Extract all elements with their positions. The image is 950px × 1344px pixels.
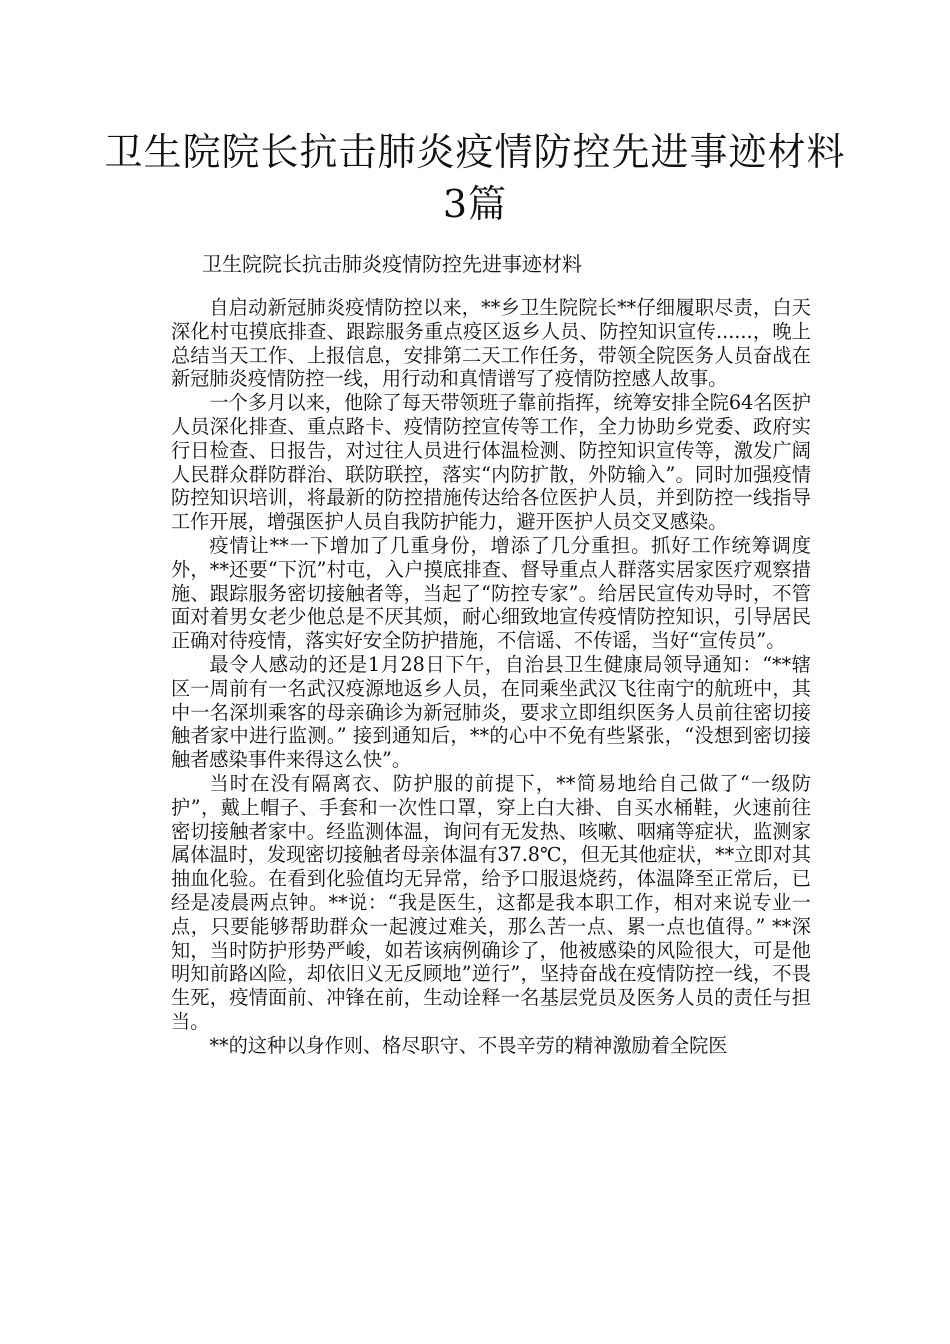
document-body xyxy=(171,296,811,1058)
paragraph-5: 当时在没有隔离衣、防护服的前提下，**简易地给自己做了“一级防护”，戴上帽子、手套和一次性口罩，穿上白大褂、自买水桶鞋，火速前往密切接触者家中。经监测体温，询问有无发热、咳嗽、咽痛等症状，监测家属体温时，发现密切接触者母亲体温有37.8℃，但无其他症状，**立即对其抽血化验。在看到化验值均无异常，给予口服退烧药，体温降至正常后，已经是凌晨两点钟。**说：“我是医生，这都是我本职工作，相对来说专业一点，只要能够帮助群众一起渡过难关，那么苦一点、累一点也值得。” **深知，当时防护形势严峻，如若该病例确诊了，他被感染的风险很大，可是他明知前路凶险，却依旧义无反顾地”逆行”，坚持奋战在疫情防控一线，不畏生死，疫情面前、冲锋在前，生动诠释一名基层党员及医务人员的责任与担当。 xyxy=(171,771,811,1033)
paragraph-1: 自启动新冠肺炎疫情防控以来，**乡卫生院院长**仔细履职尽责，白天深化村屯摸底排查、跟踪服务重点疫区返乡人员、防控知识宣传......，晚上总结当天工作、上报信息，安排第二天工作任务，带领全院医务人员奋战在新冠肺炎疫情防控一线，用行动和真情谱写了疫情防控感人故事。 xyxy=(171,296,811,391)
paragraph-3: 疫情让**一下增加了几重身份，增添了几分重担。抓好工作统筹调度外，**还要“下沉”村屯，入户摸底排查、督导重点人群落实居家医疗观察措施、跟踪服务密切接触者等，当起了“防控专家”。给居民宣传劝导时，不管面对着男女老少他总是不厌其烦，耐心细致地宣传疫情防控知识，引导居民正确对待疫情，落实好安全防护措施，不信谣、不传谣，当好“宣传员”。 xyxy=(171,533,811,653)
paragraph-4: 最令人感动的还是1月28日下午，自治县卫生健康局领导通知：“**辖区一周前有一名武汉疫源地返乡人员，在同乘坐武汉飞往南宁的航班中，其中一名深圳乘客的母亲确诊为新冠肺炎，要求立即组织医务人员前往密切接触者家中进行监测。” 接到通知后，**的心中不免有些紧张，“没想到密切接触者感染事件来得这么快”。 xyxy=(171,652,811,772)
document-subtitle: 卫生院院长抗击肺炎疫情防控先进事迹材料 xyxy=(202,252,582,276)
paragraph-2: 一个多月以来，他除了每天带领班子靠前指挥，统筹安排全院64名医护人员深化排查、重点路卡、疫情防控宣传等工作，全力协助乡党委、政府实行日检查、日报告，对过往人员进行体温检测、防控知识宣传等，激发广阔人民群众群防群治、联防联控，落实“内防扩散，外防输入”。同时加强疫情防控知识培训，将最新的防控措施传达给各位医护人员，并到防控一线指导工作开展，增强医护人员自我防护能力，避开医护人员交叉感染。 xyxy=(171,391,811,534)
paragraph-6: **的这种以身作则、格尽职守、不畏辛劳的精神激励着全院医 xyxy=(209,1033,728,1057)
document-title: 卫生院院长抗击肺炎疫情防控先进事迹材料3篇 xyxy=(104,130,846,226)
